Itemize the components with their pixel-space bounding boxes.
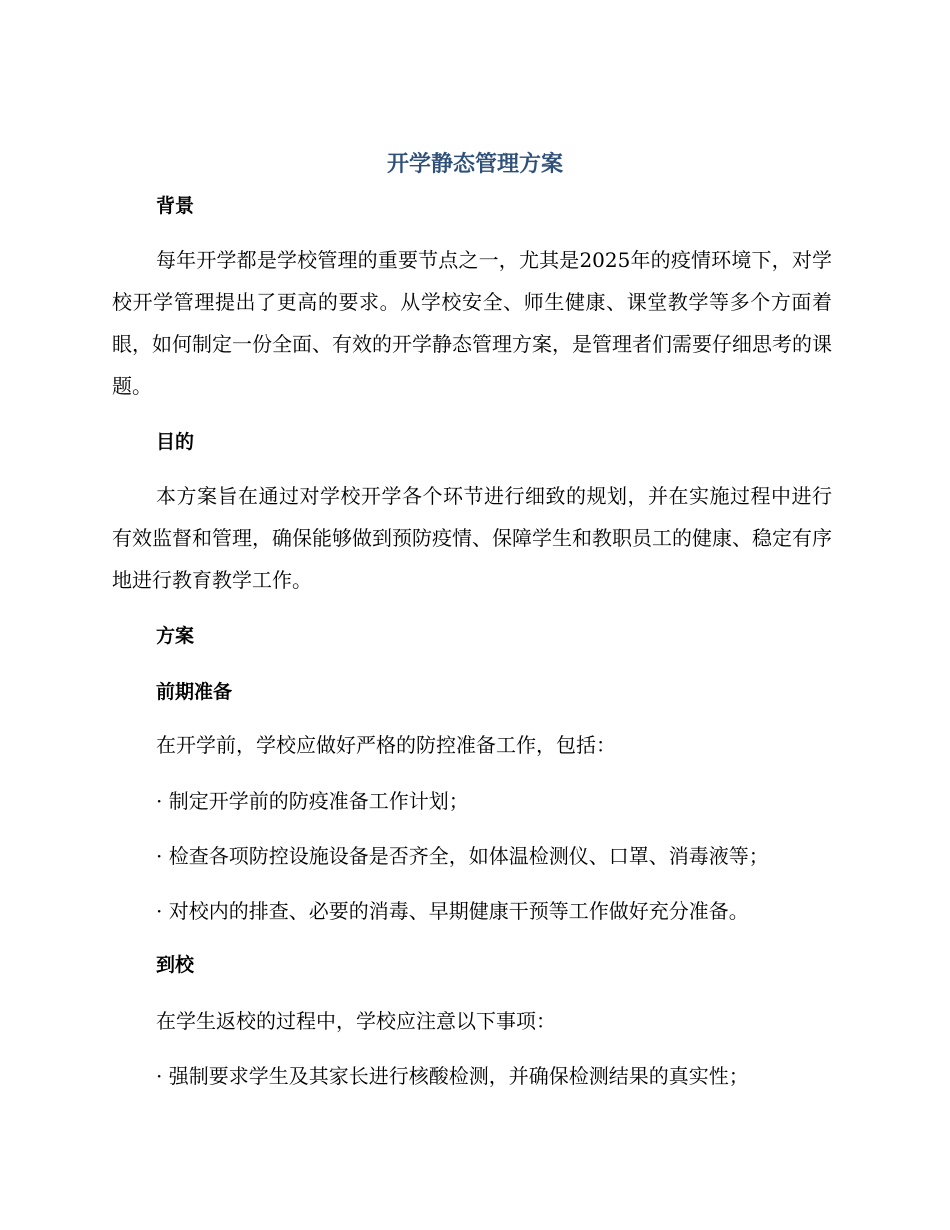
section-heading-plan: 方案 [156, 625, 195, 647]
purpose-paragraph: 本方案旨在通过对学校开学各个环节进行细致的规划，并在实施过程中进行有效监督和管理，确保能够做到预防疫情、保障学生和教职员工的健康、稳定有序地进行教育教学工作。 [112, 484, 832, 592]
list-item: · 检查各项防控设施设备是否齐全，如体温检测仪、口罩、消毒液等； [156, 844, 769, 868]
section-heading-preparation: 前期准备 [156, 681, 233, 703]
section-heading-purpose: 目的 [156, 431, 195, 453]
section-heading-background: 背景 [156, 195, 195, 217]
list-item: · 制定开学前的防疫准备工作计划； [156, 789, 469, 813]
list-item: · 强制要求学生及其家长进行核酸检测，并确保检测结果的真实性； [156, 1064, 749, 1088]
list-item: · 对校内的排查、必要的消毒、早期健康干预等工作做好充分准备。 [156, 899, 749, 923]
preparation-intro: 在开学前，学校应做好严格的防控准备工作，包括： [156, 733, 616, 757]
section-heading-arrival: 到校 [156, 954, 195, 976]
document-title: 开学静态管理方案 [386, 152, 563, 177]
arrival-intro: 在学生返校的过程中，学校应注意以下事项： [156, 1009, 556, 1033]
background-paragraph: 每年开学都是学校管理的重要节点之一，尤其是2025年的疫情环境下，对学校开学管理提出了更高的要求。从学校安全、师生健康、课堂教学等多个方面着眼，如何制定一份全面、有效的开学静态管理方案，是管理者们需要仔细思考的课题。 [112, 248, 832, 398]
